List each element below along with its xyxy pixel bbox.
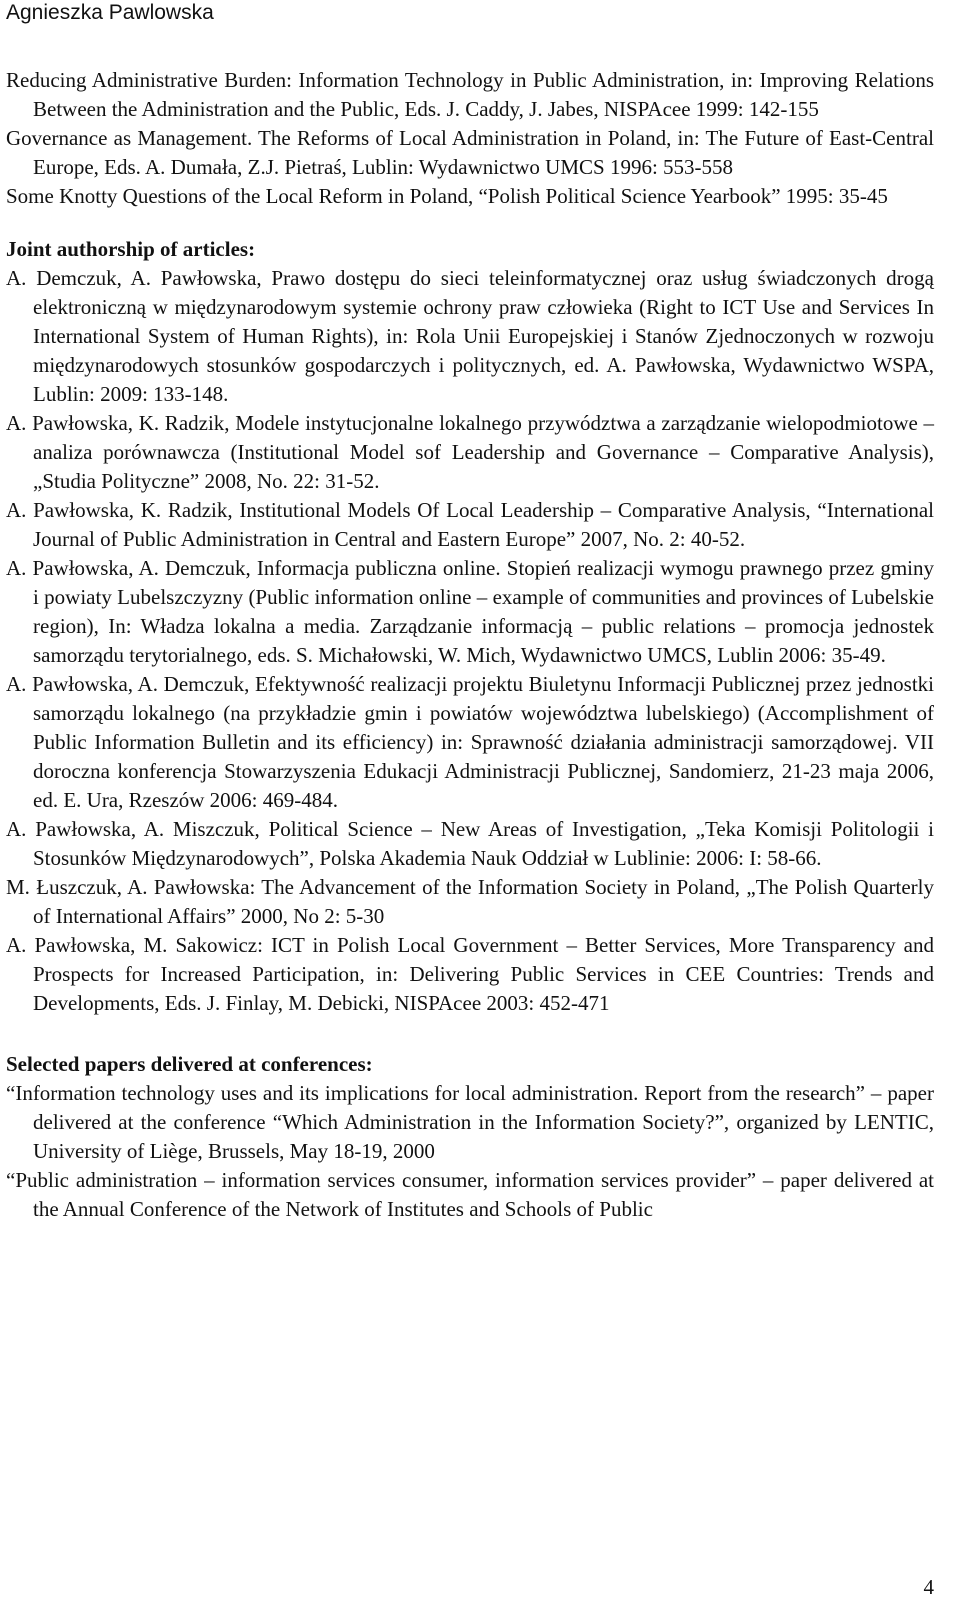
individual-articles-list (6, 66, 934, 211)
joint-article-entry: A. Pawłowska, M. Sakowicz: ICT in Polish Local Government – Better Services, More Transparency and Prospects for Increased Participation, in: Delivering Public Services in CEE Countries: Trends and Developments, Eds. J. Finlay, M. Debicki, NISPAcee 2003: 452-471 (6, 933, 934, 1015)
section-heading: Joint authorship of articles: (6, 237, 256, 261)
conference-papers-section (6, 1050, 934, 1224)
page-number: 4 (923, 1575, 934, 1599)
article-entry: Governance as Management. The Reforms of Local Administration in Poland, in: The Future of East-Central Europe, Eds. A. Dumała, Z.J. Pietraś, Lublin: Wydawnictwo UMCS 1996: 553-558 (6, 126, 934, 179)
document-page (6, 0, 934, 1224)
joint-article-entry: A. Pawłowska, A. Demczuk, Informacja publiczna online. Stopień realizacji wymogu prawnego przez gminy i powiaty Lubelszczyzny (Public information online – example of communities and provinces of Lubelskie region), In: Władza lokalna a media. Zarządzanie informacją – public relations – promocja jednostek samorządu terytorialnego, eds. S. Michałowski, W. Mich, Wydawnictwo UMCS, Lublin 2006: 35-49. (6, 556, 934, 667)
joint-article-entry: A. Pawłowska, A. Miszczuk, Political Science – New Areas of Investigation, „Teka Komisji Politologii i Stosunków Międzynarodowych”, Polska Akademia Nauk Oddział w Lublinie: 2006: I: 58-66. (6, 817, 934, 870)
author-header: Agnieszka Pawlowska (6, 1, 214, 24)
joint-article-entry: A. Pawłowska, K. Radzik, Institutional Models Of Local Leadership – Comparative Analysis, “International Journal of Public Administration in Central and Eastern Europe” 2007, No. 2: 40-52. (6, 498, 934, 551)
joint-authorship-section (6, 235, 934, 1018)
conference-paper-entry: “Public administration – information services consumer, information services provider” – paper delivered at the Annual Conference of the Network of Institutes and Schools of Public (6, 1168, 934, 1221)
article-entry: Reducing Administrative Burden: Information Technology in Public Administration, in: Improving Relations Between the Administration and the Public, Eds. J. Caddy, J. Jabes, NISPAcee 1999: 142-155 (6, 68, 934, 121)
joint-article-entry: A. Pawłowska, K. Radzik, Modele instytucjonalne lokalnego przywództwa a zarządzanie wielopodmiotowe – analiza porównawcza (Institutional Model sof Leadership and Governance – Comparative Analysis), „Studia Polityczne” 2008, No. 22: 31-52. (6, 411, 934, 493)
section-heading: Selected papers delivered at conferences: (6, 1052, 373, 1076)
conference-paper-entry: “Information technology uses and its implications for local administration. Report from the research” – paper delivered at the conference “Which Administration in the Information Society?”, organized by LENTIC, University of Liège, Brussels, May 18-19, 2000 (6, 1081, 934, 1163)
joint-article-entry: A. Demczuk, A. Pawłowska, Prawo dostępu do sieci teleinformatycznej oraz usług świadczonych drogą elektroniczną w międzynarodowym systemie ochrony praw człowieka (Right to ICT Use and Services In International System of Human Rights), in: Rola Unii Europejskiej i Stanów Zjednoczonych w rozwoju międzynarodowych stosunków gospodarczych i politycznych, ed. A. Pawłowska, Wydawnictwo WSPA, Lublin: 2009: 133-148. (6, 266, 934, 406)
joint-article-entry: A. Pawłowska, A. Demczuk, Efektywność realizacji projektu Biuletynu Informacji Publicznej przez jednostki samorządu lokalnego (na przykładzie gmin i powiatów województwa lubelskiego) (Accomplishment of Public Information Bulletin and its efficiency) in: Sprawność działania administracji samorządowej. VII doroczna konferencja Stowarzyszenia Edukacji Administracji Publicznej, Sandomierz, 21-23 maja 2006, ed. E. Ura, Rzeszów 2006: 469-484. (6, 672, 934, 812)
article-entry: Some Knotty Questions of the Local Reform in Poland, “Polish Political Science Yearbook” 1995: 35-45 (6, 184, 888, 208)
joint-article-entry: M. Łuszczuk, A. Pawłowska: The Advancement of the Information Society in Poland, „The Polish Quarterly of International Affairs” 2000, No 2: 5-30 (6, 875, 934, 928)
